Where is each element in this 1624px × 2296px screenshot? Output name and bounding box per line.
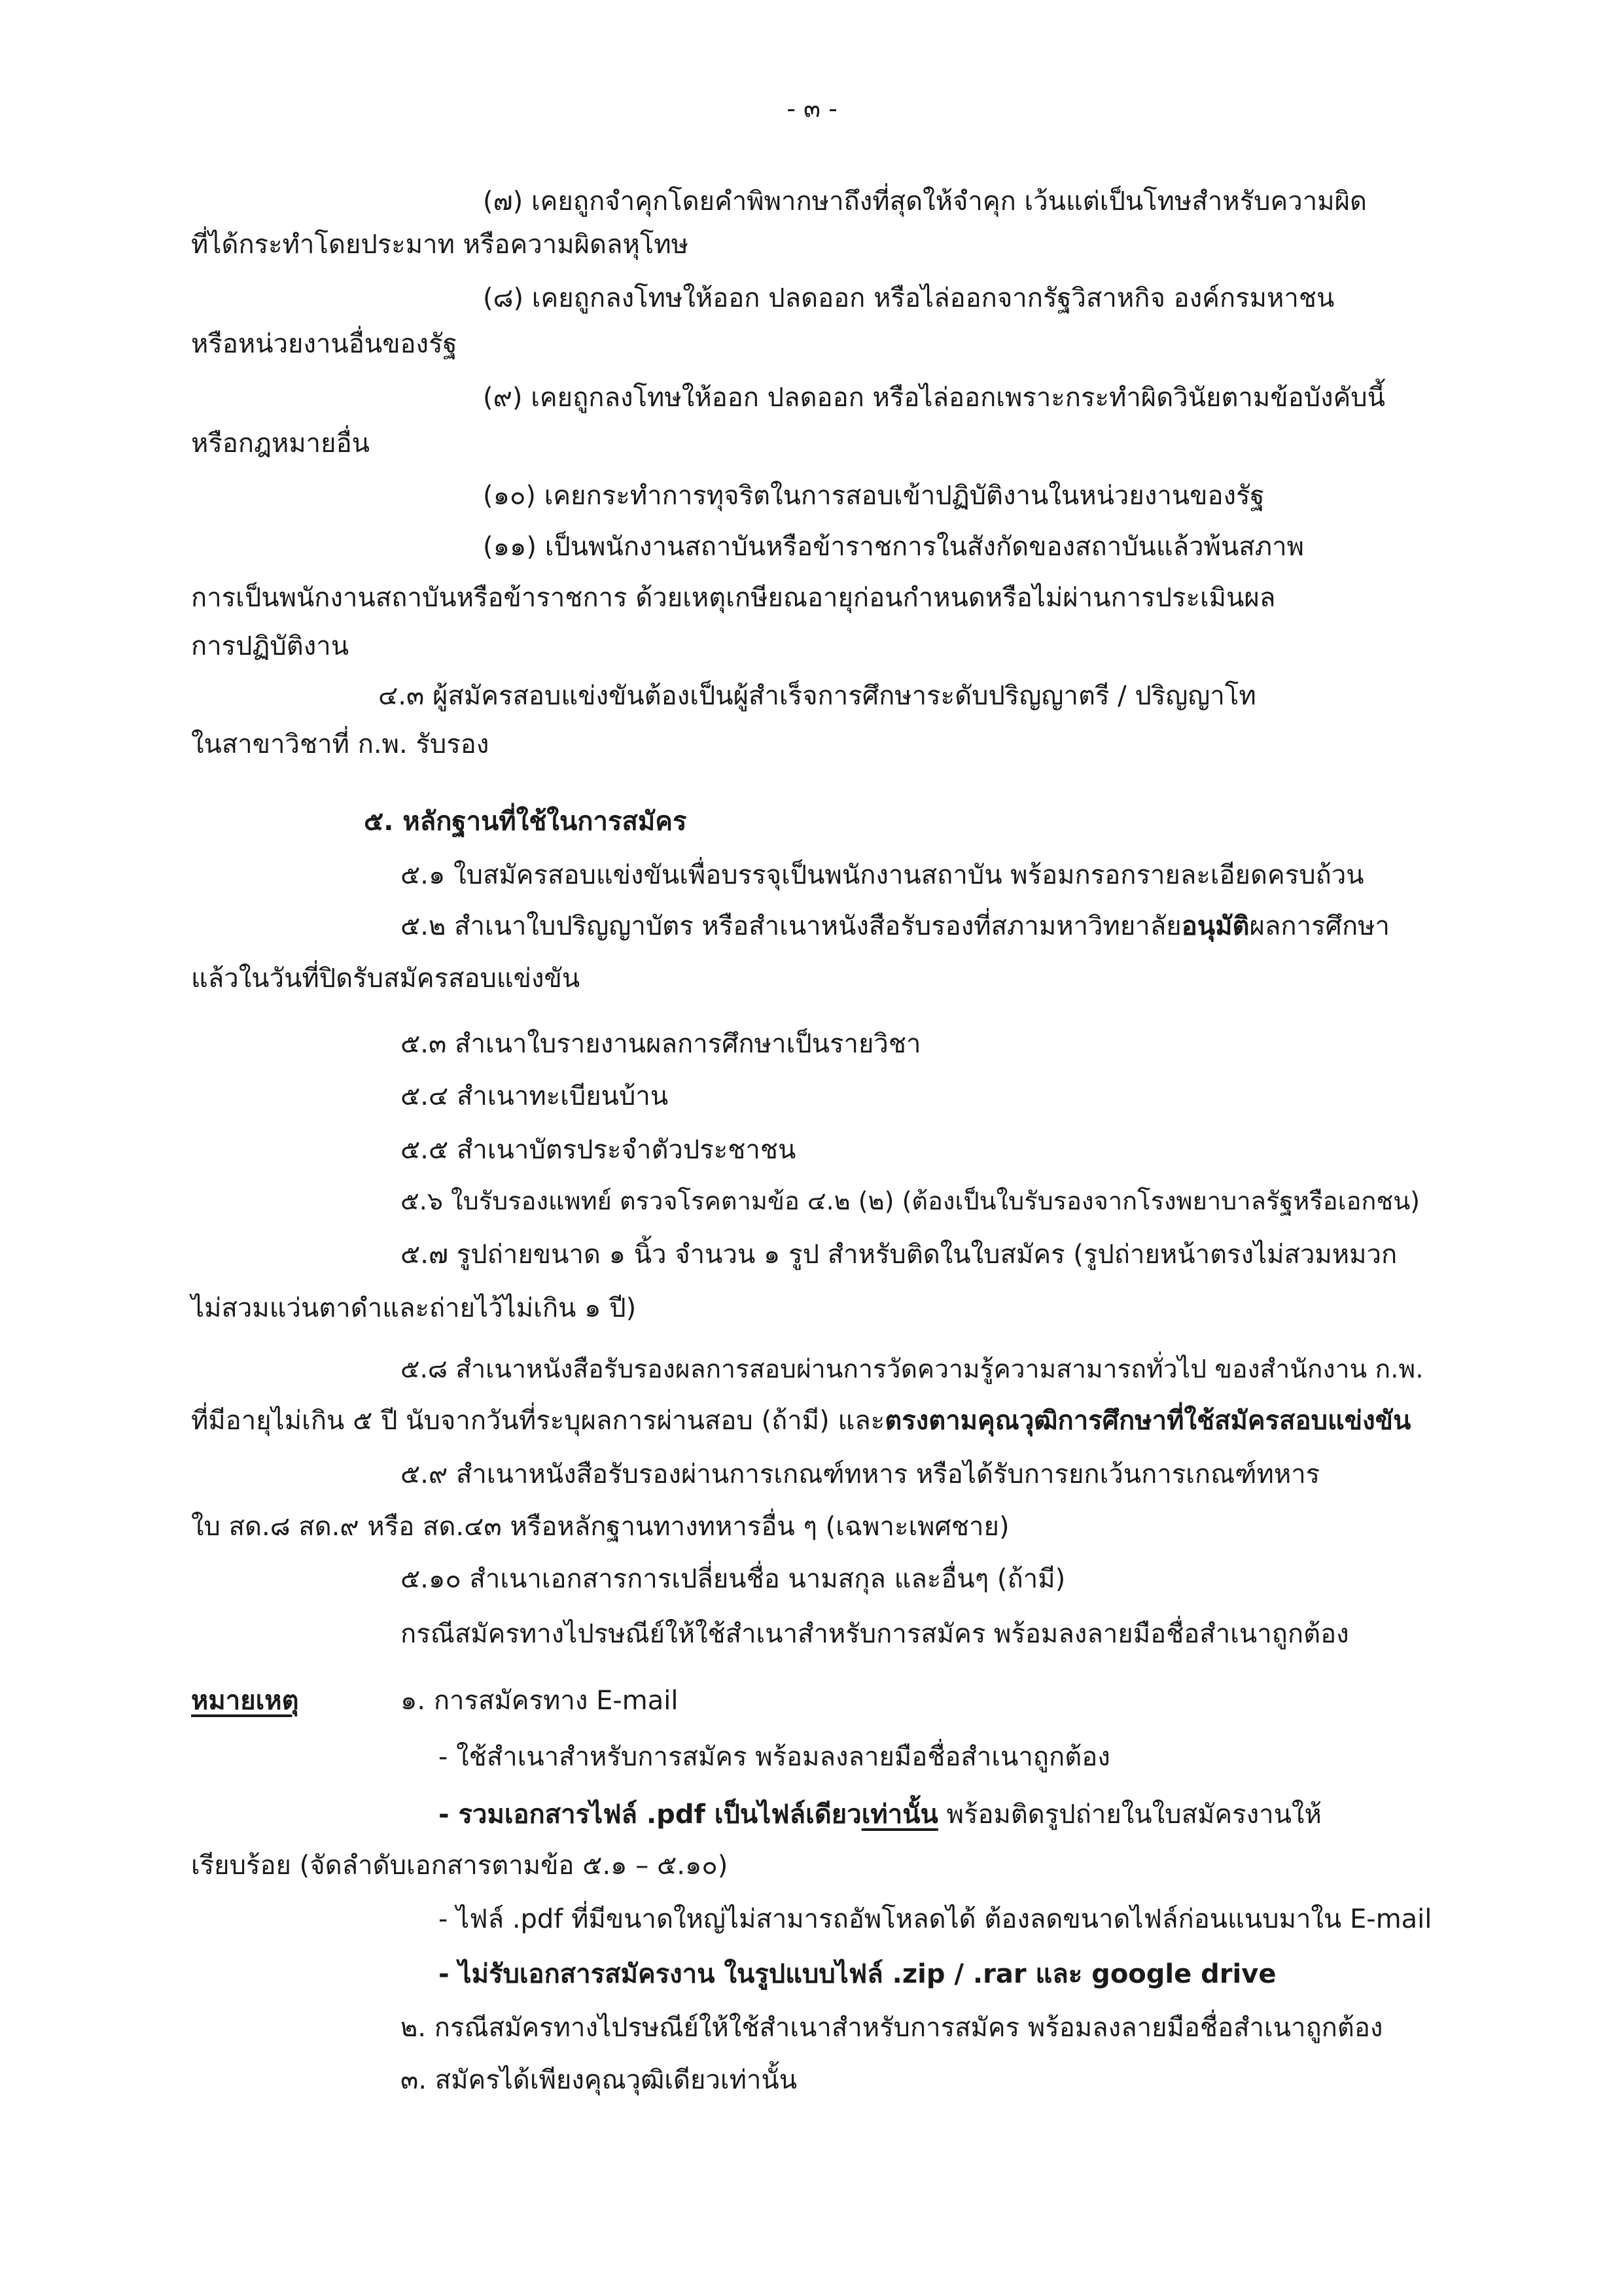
remark-1-b-rest: พร้อมติดรูปถ่ายในใบสมัครงานให้	[938, 1800, 1322, 1830]
remark-1-b-bold: - รวมเอกสารไฟล์ .pdf เป็นไฟล์เดียว	[438, 1800, 862, 1830]
item-4-3-line-1: ๔.๓ ผู้สมัครสอบแข่งขันต้องเป็นผู้สำเร็จการศึกษาระดับปริญญาตรี / ปริญญาโท	[378, 681, 1256, 711]
section-5-heading: ๕. หลักฐานที่ใช้ในการสมัคร	[364, 807, 687, 837]
remark-1-d: - ไม่รับเอกสารสมัครงาน ในรูปแบบไฟล์ .zip / .rar และ google drive	[438, 1959, 1277, 1989]
item-9-line-2: หรือกฎหมายอื่น	[191, 428, 370, 459]
item-5-8-line-2	[191, 1402, 1411, 1439]
item-5-4: ๕.๔ สำเนาทะเบียนบ้าน	[400, 1081, 669, 1111]
remark-3: ๓. สมัครได้เพียงคุณวุฒิเดียวเท่านั้น	[400, 2065, 798, 2095]
remark-1-c: - ไฟล์ .pdf ที่มีขนาดใหญ่ไม่สามารถอัพโหลดได้ ต้องลดขนาดไฟล์ก่อนแนบมาใน E-mail	[438, 1904, 1432, 1934]
item-5-2-line-2: แล้วในวันที่ปิดรับสมัครสอบแข่งขัน	[191, 964, 580, 994]
item-5-3: ๕.๓ สำเนาใบรายงานผลการศึกษาเป็นรายวิชา	[400, 1029, 921, 1059]
remark-2: ๒. กรณีสมัครทางไปรษณีย์ให้ใช้สำเนาสำหรับการสมัคร พร้อมลงลายมือชื่อสำเนาถูกต้อง	[400, 2013, 1383, 2043]
item-5-7-line-1: ๕.๗ รูปถ่ายขนาด ๑ นิ้ว จำนวน ๑ รูป สำหรับติดในใบสมัคร (รูปถ่ายหน้าตรงไม่สวมหมวก	[400, 1240, 1398, 1270]
remark-1: ๑. การสมัครทาง E-mail	[400, 1686, 679, 1716]
item-5-9-line-1: ๕.๙ สำเนาหนังสือรับรองผ่านการเกณฑ์ทหาร หรือได้รับการยกเว้นการเกณฑ์ทหาร	[400, 1459, 1320, 1489]
remark-1-b-only: เท่านั้น	[861, 1800, 938, 1830]
item-5-7-line-2: ไม่สวมแว่นตาดำและถ่ายไว้ไม่เกิน ๑ ปี)	[191, 1293, 637, 1323]
page-number: - ๓ -	[786, 94, 838, 123]
item-5-2-line-1	[400, 908, 1390, 945]
item-5-2-bold: อนุมัติ	[1181, 911, 1250, 941]
item-11-line-3: การปฏิบัติงาน	[191, 631, 349, 661]
item-4-3-line-2: ในสาขาวิชาที่ ก.พ. รับรอง	[191, 729, 489, 759]
item-5-2-text-a: ๕.๒ สำเนาใบปริญญาบัตร หรือสำเนาหนังสือรับรองที่สภามหาวิทยาลัย	[400, 911, 1182, 941]
item-10-line-1: (๑๐) เคยกระทำการทุจริตในการสอบเข้าปฏิบัติงานในหน่วยงานของรัฐ	[483, 481, 1265, 511]
remark-1-a: - ใช้สำเนาสำหรับการสมัคร พร้อมลงลายมือชื่อสำเนาถูกต้อง	[438, 1742, 1110, 1772]
remark-1-b-line-2: เรียบร้อย (จัดลำดับเอกสารตามข้อ ๕.๑ – ๕.๑๐)	[191, 1851, 728, 1881]
remarks-label: หมายเหตุ	[191, 1686, 299, 1716]
item-8-line-2: หรือหน่วยงานอื่นของรัฐ	[191, 329, 457, 359]
remark-1-b-line-1	[438, 1796, 1322, 1833]
item-5-1: ๕.๑ ใบสมัครสอบแข่งขันเพื่อบรรจุเป็นพนักงานสถาบัน พร้อมกรอกรายละเอียดครบถ้วน	[400, 860, 1364, 890]
postal-note: กรณีสมัครทางไปรษณีย์ให้ใช้สำเนาสำหรับการสมัคร พร้อมลงลายมือชื่อสำเนาถูกต้อง	[400, 1619, 1349, 1649]
item-11-line-1: (๑๑) เป็นพนักงานสถาบันหรือข้าราชการในสังกัดของสถาบันแล้วพ้นสภาพ	[483, 532, 1304, 562]
item-5-10: ๕.๑๐ สำเนาเอกสารการเปลี่ยนชื่อ นามสกุล และอื่นๆ (ถ้ามี)	[400, 1564, 1066, 1594]
item-7-line-1: (๗) เคยถูกจำคุกโดยคำพิพากษาถึงที่สุดให้จำคุก เว้นแต่เป็นโทษสำหรับความผิด	[483, 186, 1367, 217]
item-7-line-2: ที่ได้กระทำโดยประมาท หรือความผิดลหุโทษ	[191, 230, 689, 260]
item-5-6: ๕.๖ ใบรับรองแพทย์ ตรวจโรคตามข้อ ๔.๒ (๒) (ต้องเป็นใบรับรองจากโรงพยาบาลรัฐหรือเอกชน)	[400, 1187, 1420, 1215]
item-5-8-text: ที่มีอายุไม่เกิน ๕ ปี นับจากวันที่ระบุผลการผ่านสอบ (ถ้ามี) และ	[191, 1406, 885, 1436]
item-5-2-text-b: ผลการศึกษา	[1249, 911, 1390, 941]
item-5-5: ๕.๕ สำเนาบัตรประจำตัวประชาชน	[400, 1135, 796, 1165]
item-8-line-1: (๘) เคยถูกลงโทษให้ออก ปลดออก หรือไล่ออกจากรัฐวิสาหกิจ องค์กรมหาชน	[483, 283, 1335, 313]
item-5-8-bold: ตรงตามคุณวุฒิการศึกษาที่ใช้สมัครสอบแข่งขัน	[885, 1406, 1411, 1436]
item-5-9-line-2: ใบ สด.๘ สด.๙ หรือ สด.๔๓ หรือหลักฐานทางทหารอื่น ๆ (เฉพาะเพศชาย)	[191, 1512, 1010, 1542]
item-11-line-2: การเป็นพนักงานสถาบันหรือข้าราชการ ด้วยเหตุเกษียณอายุก่อนกำหนดหรือไม่ผ่านการประเมินผล	[191, 583, 1276, 613]
item-5-8-line-1: ๕.๘ สำเนาหนังสือรับรองผลการสอบผ่านการวัดความรู้ความสามารถทั่วไป ของสำนักงาน ก.พ.	[400, 1355, 1424, 1384]
item-9-line-1: (๙) เคยถูกลงโทษให้ออก ปลดออก หรือไล่ออกเพราะกระทำผิดวินัยตามข้อบังคับนี้	[483, 383, 1386, 413]
